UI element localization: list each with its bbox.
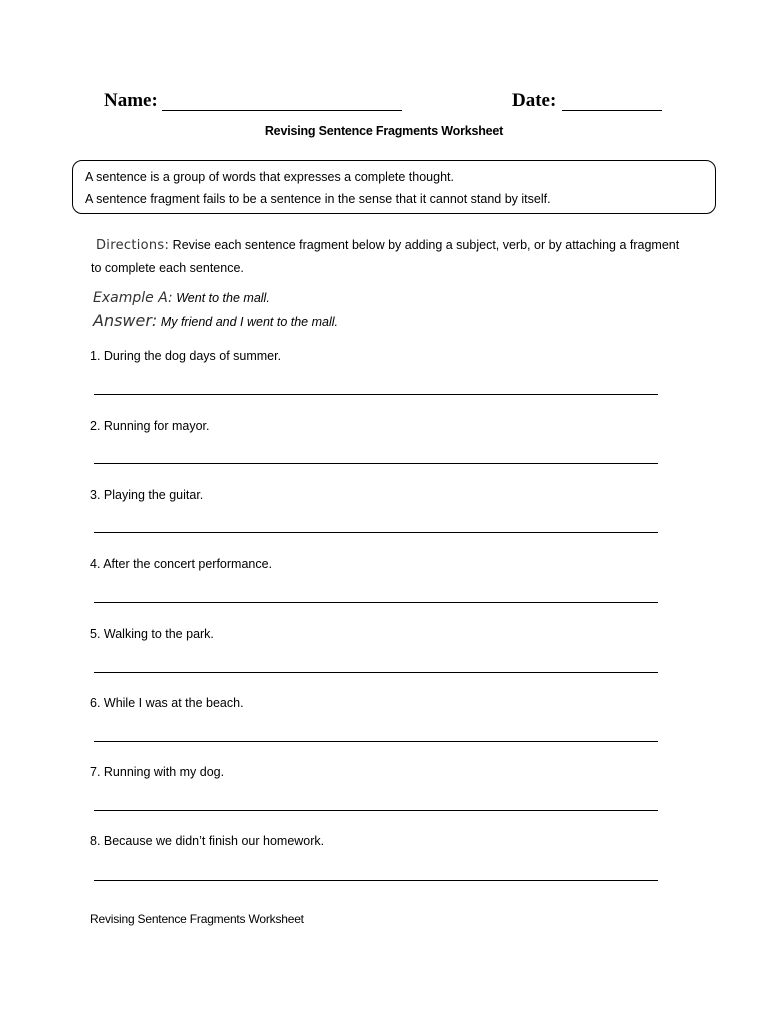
header-row xyxy=(104,88,664,118)
name-field-line[interactable] xyxy=(162,110,402,111)
directions xyxy=(91,234,691,280)
definition-box xyxy=(72,160,716,214)
answer-line-2[interactable] xyxy=(94,463,658,464)
worksheet-title: Revising Sentence Fragments Worksheet xyxy=(264,124,504,138)
example-text: Went to the mall. xyxy=(176,291,270,305)
footer-title: Revising Sentence Fragments Worksheet xyxy=(90,912,304,926)
answer-line-8[interactable] xyxy=(94,880,658,881)
definition-sentence: A sentence is a group of words that expresses a complete thought. xyxy=(85,170,454,184)
question-8: 8. Because we didn’t finish our homework. xyxy=(90,834,325,848)
question-2: 2. Running for mayor. xyxy=(90,419,210,433)
answer-line-7[interactable] xyxy=(94,810,658,811)
question-4: 4. After the concert performance. xyxy=(90,557,273,571)
question-1: 1. During the dog days of summer. xyxy=(90,349,282,363)
question-7: 7. Running with my dog. xyxy=(90,765,225,779)
example-row xyxy=(93,290,270,306)
example-label: Example A: xyxy=(93,290,173,306)
answer-line-1[interactable] xyxy=(94,394,658,395)
date-field-line[interactable] xyxy=(562,110,662,111)
question-6: 6. While I was at the beach. xyxy=(90,696,244,710)
definition-fragment: A sentence fragment fails to be a sentence in the sense that it cannot stand by itself. xyxy=(85,192,551,206)
answer-line-6[interactable] xyxy=(94,741,658,742)
question-3: 3. Playing the guitar. xyxy=(90,488,204,502)
answer-line-3[interactable] xyxy=(94,532,658,533)
answer-line-5[interactable] xyxy=(94,672,658,673)
directions-text: Revise each sentence fragment below by adding a subject, verb, or by attaching a fragment to complete each sentence. xyxy=(91,238,680,275)
question-5: 5. Walking to the park. xyxy=(90,627,214,641)
directions-label: Directions: xyxy=(96,238,170,253)
answer-label: Answer: xyxy=(93,311,158,330)
answer-text: My friend and I went to the mall. xyxy=(160,315,338,329)
answer-line-4[interactable] xyxy=(94,602,658,603)
date-label: Date: xyxy=(512,90,557,111)
name-label: Name: xyxy=(104,90,158,111)
answer-row xyxy=(93,311,338,330)
